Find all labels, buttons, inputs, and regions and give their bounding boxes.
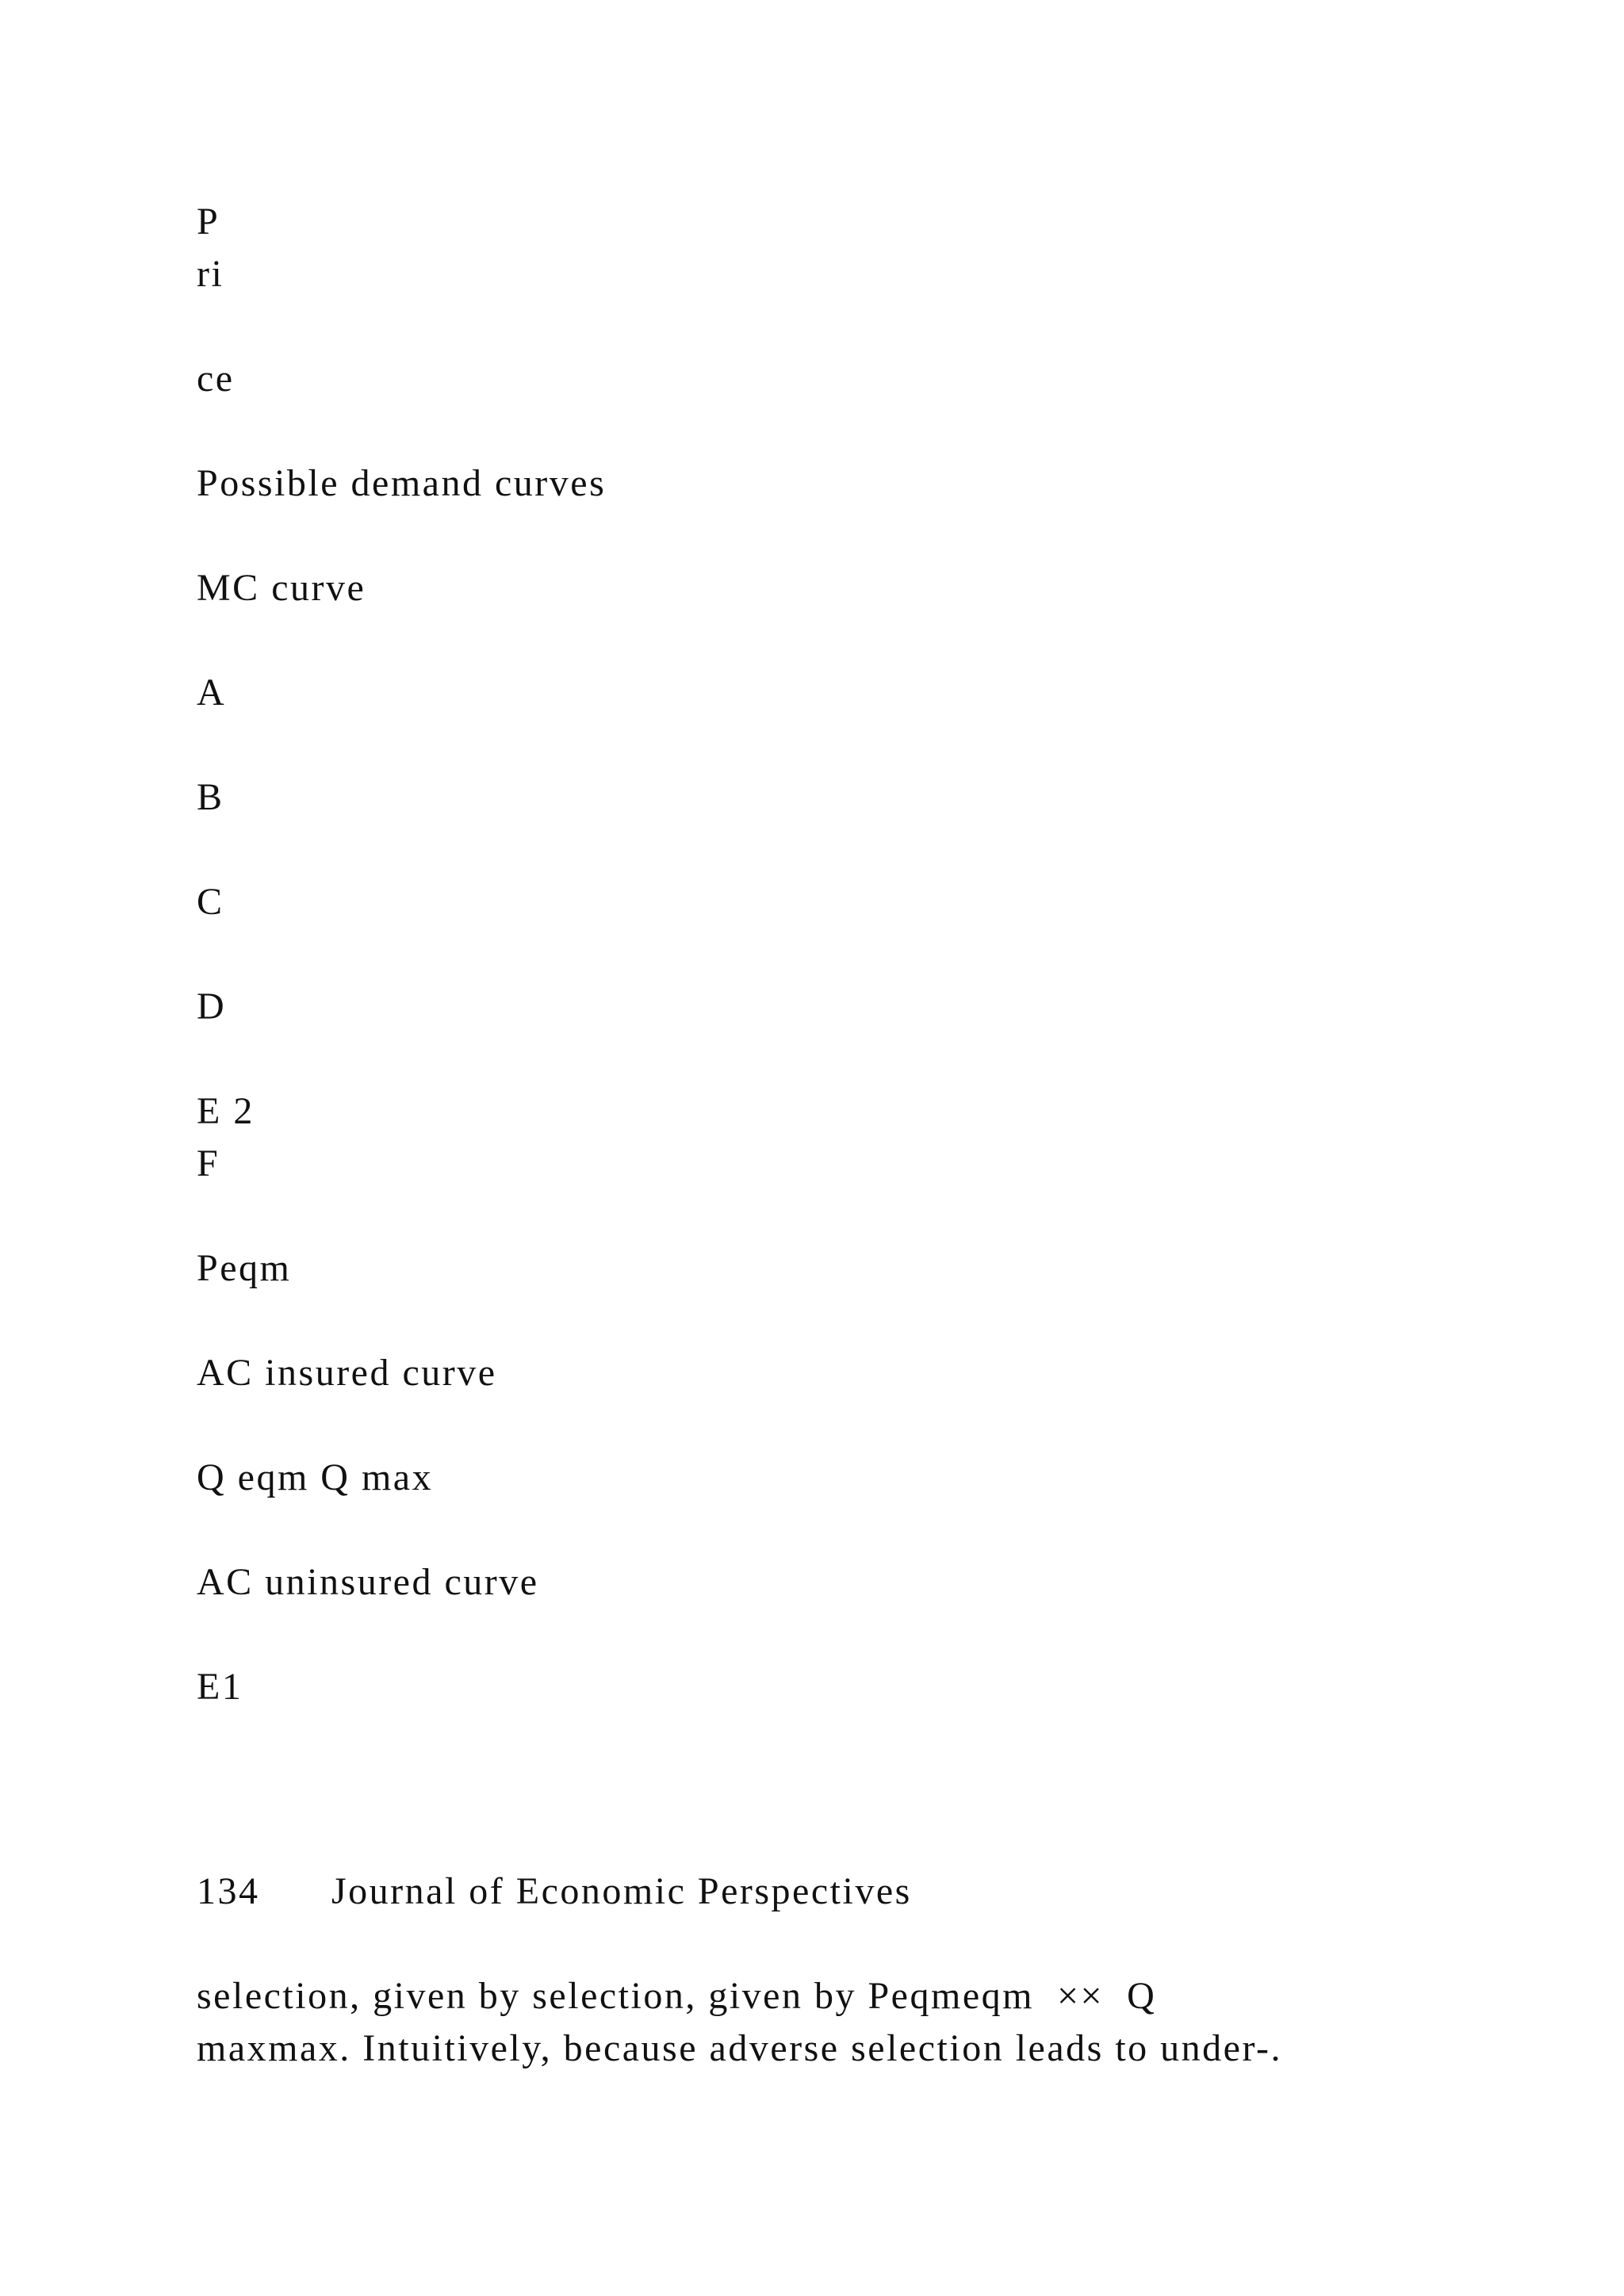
point-d-label: D [197, 985, 227, 1027]
y-axis-label-line-2: ri [197, 253, 224, 295]
point-e2-label: E 2 [197, 1090, 255, 1132]
y-axis-label-line-1: P [197, 201, 220, 243]
ac-insured-curve-label: AC insured curve [197, 1352, 497, 1394]
point-b-label: B [197, 776, 224, 818]
journal-title: Journal of Economic Perspectives [331, 1870, 912, 1912]
point-c-label: C [197, 881, 224, 923]
ac-uninsured-curve-label: AC uninsured curve [197, 1561, 539, 1603]
possible-demand-curves-label: Possible demand curves [197, 462, 607, 504]
page-number: 134 [197, 1870, 260, 1912]
y-axis-label-line-3: ce [197, 358, 235, 400]
mc-curve-label: MC curve [197, 567, 366, 609]
point-a-label: A [197, 672, 227, 714]
peqm-label: Peqm [197, 1247, 292, 1289]
point-f-label: F [197, 1142, 220, 1184]
quantity-axis-labels: Q eqm Q max [197, 1456, 434, 1498]
body-text-line-2: maxmax. Intuitively, because adverse selection leads to under-. [197, 2027, 1282, 2069]
body-text-line-1: selection, given by selection, given by Peqmeqm ×× Q [197, 1975, 1157, 2017]
point-e1-label: E1 [197, 1666, 243, 1708]
